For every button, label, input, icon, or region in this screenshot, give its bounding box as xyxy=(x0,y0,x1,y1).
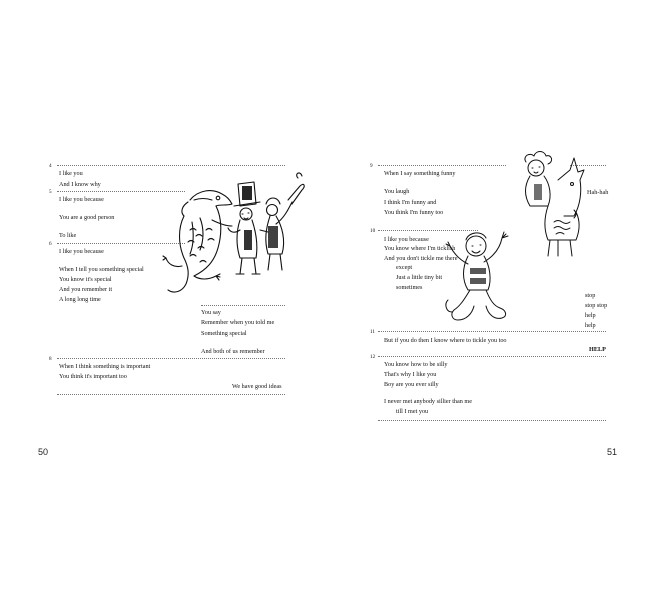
divider xyxy=(57,358,285,359)
divider xyxy=(201,305,285,306)
text-line: And I know why xyxy=(59,181,101,188)
text-line: You know where I'm ticklish xyxy=(384,245,456,252)
text-line: help xyxy=(585,312,596,319)
text-line: And you remember it xyxy=(59,286,113,293)
text-line: To like xyxy=(59,232,77,239)
text-line: I like you because xyxy=(384,236,429,243)
text-line: Hah-hah xyxy=(587,189,609,196)
text-line: That's why I like you xyxy=(384,371,437,378)
text-line: Just a little tiny bit xyxy=(396,274,443,281)
text-line: You think I'm funny too xyxy=(384,209,444,216)
text-line: Remember when you told me xyxy=(201,319,275,326)
text-line: You think it's important too xyxy=(59,373,127,380)
text-line: When I say something funny xyxy=(384,170,456,177)
text-line: stop stop xyxy=(585,302,608,309)
text-line: Something special xyxy=(201,330,247,337)
text-line: till I met you xyxy=(396,408,429,415)
text-line: You know it's special xyxy=(59,276,112,283)
text-line: I like you because xyxy=(59,248,104,255)
text-line: HELP xyxy=(589,346,606,353)
text-line: sometimes xyxy=(396,284,423,291)
text-line: We have good ideas xyxy=(232,383,282,390)
text-line: You know how to be silly xyxy=(384,361,448,368)
section-number: 9 xyxy=(370,163,373,169)
section-number: 4 xyxy=(49,163,52,169)
section-number: 6 xyxy=(49,241,52,247)
section-number: 5 xyxy=(49,189,52,195)
dragon-illustration xyxy=(160,170,310,300)
divider xyxy=(378,420,606,421)
left-page xyxy=(0,0,327,609)
text-line: You say xyxy=(201,309,221,316)
right-page xyxy=(328,0,655,609)
divider xyxy=(57,394,285,395)
section-number: 8 xyxy=(49,356,52,362)
text-line: But if you do then I know where to tickle you too xyxy=(384,337,507,344)
text-line: You laugh xyxy=(384,188,410,195)
text-line: Boy are you ever silly xyxy=(384,381,439,388)
page-number: 51 xyxy=(607,447,618,457)
divider xyxy=(378,356,606,357)
text-line: I like you because xyxy=(59,196,104,203)
section-number: 10 xyxy=(370,228,376,234)
text-line: help xyxy=(585,322,596,329)
divider xyxy=(378,331,606,332)
text-line: stop xyxy=(585,292,596,299)
text-line: I never met anybody sillier than me xyxy=(384,398,472,405)
text-line: except xyxy=(396,264,413,271)
divider xyxy=(378,165,506,166)
text-line: When I think something is important xyxy=(59,363,151,370)
text-line: You are a good person xyxy=(59,214,115,221)
section-number: 12 xyxy=(370,354,376,360)
text-line: I think I'm funny and xyxy=(384,199,437,206)
text-line: And both of us remember xyxy=(201,348,265,355)
page-number: 50 xyxy=(38,447,49,457)
text-line: When I tell you something special xyxy=(59,266,144,273)
tickling-boy-illustration xyxy=(440,220,530,330)
section-number: 11 xyxy=(370,329,375,335)
text-line: I like you xyxy=(59,170,83,177)
text-line: A long long time xyxy=(59,296,101,303)
divider xyxy=(57,165,285,166)
text-line: And you don't tickle me there xyxy=(384,255,458,262)
